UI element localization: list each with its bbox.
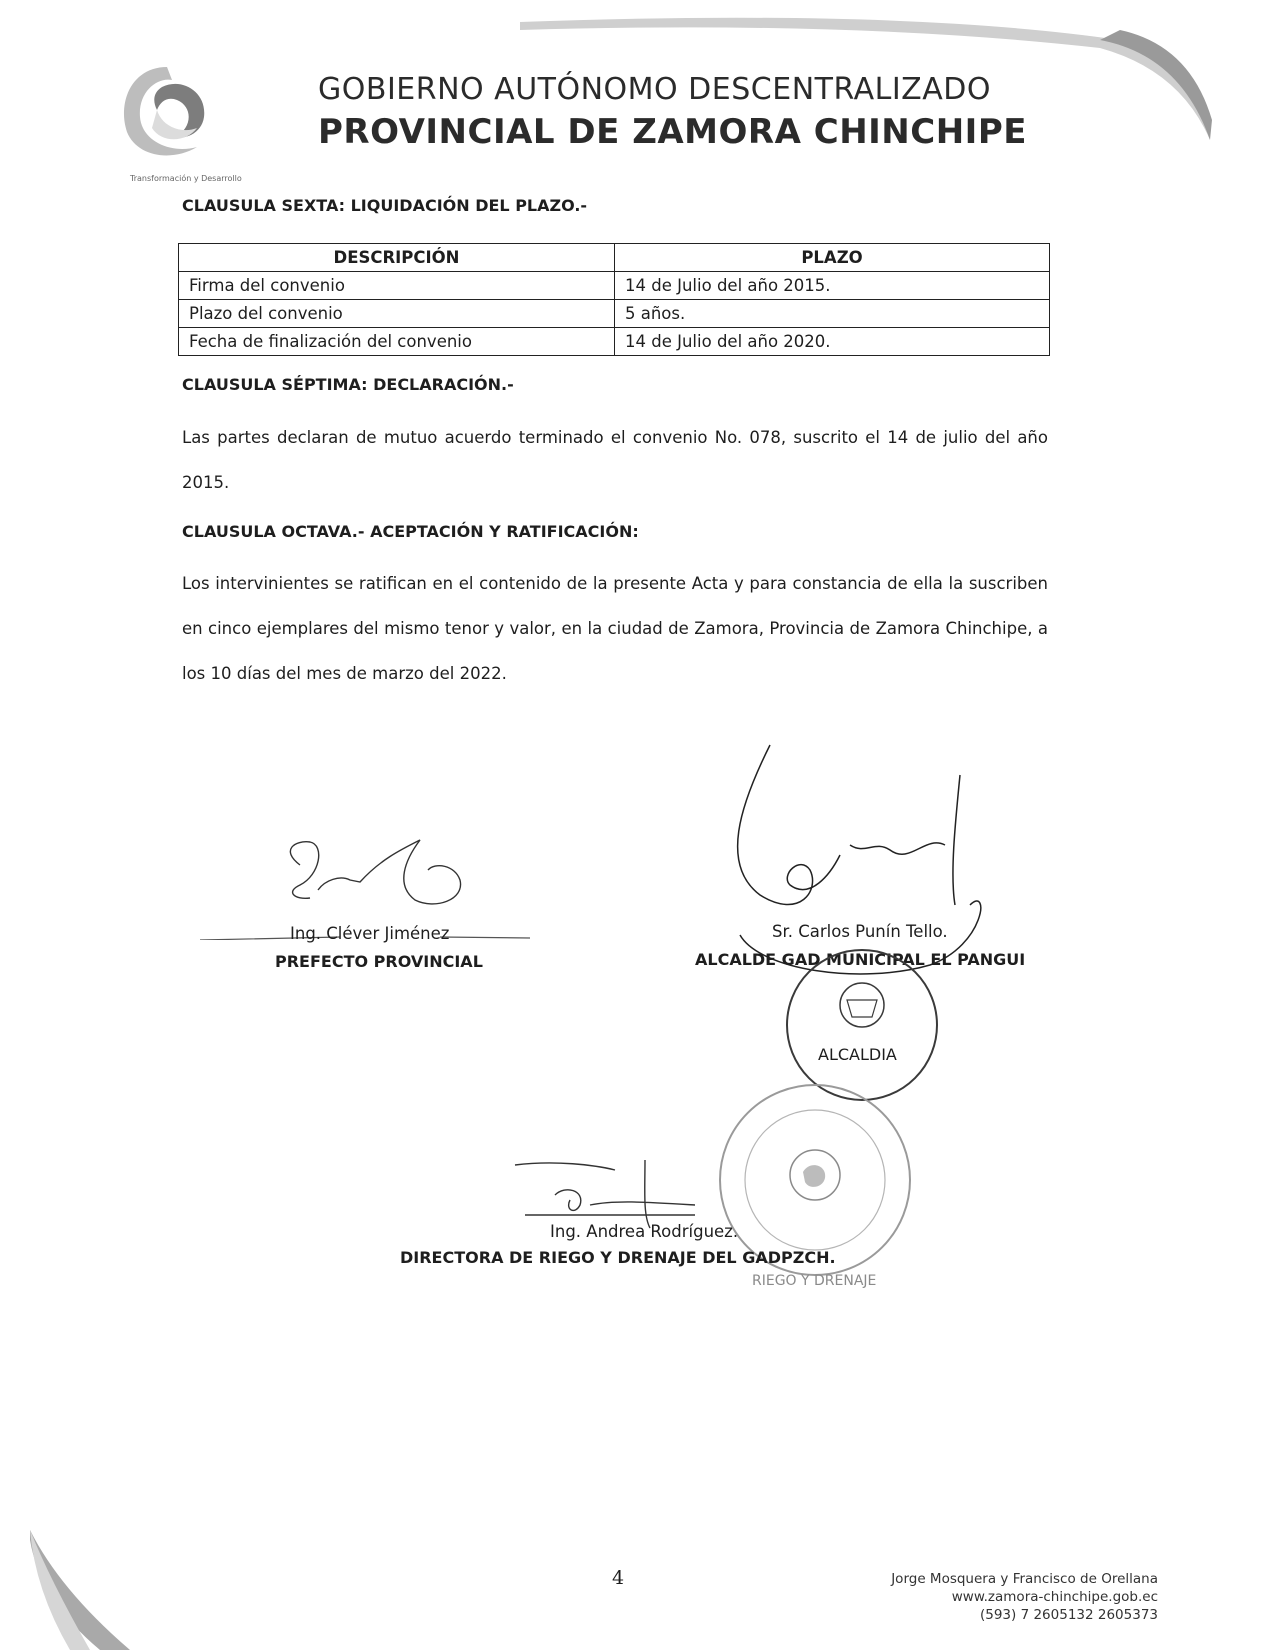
footer-website: www.zamora-chinchipe.gob.ec	[951, 1589, 1158, 1605]
signer-alcalde-name: Sr. Carlos Punín Tello.	[772, 922, 948, 941]
header-title-line1: GOBIERNO AUTÓNOMO DESCENTRALIZADO	[318, 72, 991, 107]
column-header-plazo: PLAZO	[615, 244, 1050, 272]
gad-logo-icon	[112, 62, 222, 167]
table-row	[179, 272, 1050, 300]
plazo-table	[178, 243, 1050, 356]
footer-swoosh-decoration	[0, 1530, 260, 1650]
signer-directora-title: DIRECTORA DE RIEGO Y DRENAJE DEL GADPZCH.	[400, 1248, 836, 1267]
signature-prefecto-icon	[200, 820, 530, 940]
clause-seven-text: Las partes declaran de mutuo acuerdo terminado el convenio No. 078, suscrito el 14 de julio del año 2015.	[182, 428, 1048, 492]
signer-prefecto-name: Ing. Cléver Jiménez	[290, 924, 450, 943]
table-cell: 5 años.	[615, 300, 1050, 328]
page-number: 4	[612, 1567, 625, 1589]
logo-tagline: Transformación y Desarrollo	[130, 174, 242, 183]
signer-prefecto-title: PREFECTO PROVINCIAL	[275, 952, 483, 971]
header-title-line2: PROVINCIAL DE ZAMORA CHINCHIPE	[318, 112, 1027, 152]
signer-directora-name: Ing. Andrea Rodríguez.	[550, 1222, 739, 1241]
table-row	[179, 300, 1050, 328]
alcaldia-stamp-center: ALCALDIA	[818, 1045, 897, 1064]
gobierno-stamp-bottom: RIEGO Y DRENAJE	[752, 1273, 877, 1289]
clause-six-heading: CLAUSULA SEXTA: LIQUIDACIÓN DEL PLAZO.-	[182, 196, 588, 215]
table-cell: Plazo del convenio	[179, 300, 615, 328]
clause-seven-heading: CLAUSULA SÉPTIMA: DECLARACIÓN.-	[182, 375, 514, 394]
table-cell: 14 de Julio del año 2015.	[615, 272, 1050, 300]
signer-alcalde-title: ALCALDE GAD MUNICIPAL EL PANGUI	[695, 950, 1026, 969]
column-header-descripcion: DESCRIPCIÓN	[179, 244, 615, 272]
clause-eight-heading: CLAUSULA OCTAVA.- ACEPTACIÓN Y RATIFICACIÓN:	[182, 522, 639, 541]
footer-phone: (593) 7 2605132 2605373	[979, 1607, 1158, 1623]
table-cell: Firma del convenio	[179, 272, 615, 300]
table-cell: Fecha de finalización del convenio	[179, 328, 615, 356]
table-row	[179, 328, 1050, 356]
footer-contact	[891, 1570, 1158, 1624]
footer-address: Jorge Mosquera y Francisco de Orellana	[891, 1571, 1158, 1587]
signature-directora-icon	[495, 1160, 735, 1230]
table-header-row	[179, 244, 1050, 272]
clause-eight-text: Los intervinientes se ratifican en el contenido de la presente Acta y para constancia de ella la suscriben en cinco ejemplares del mismo tenor y valor, en la ciudad de Zamora, Provincia de Zamora Chinchipe, a los 10 días del mes de marzo del 2022.	[182, 574, 1048, 683]
table-cell: 14 de Julio del año 2020.	[615, 328, 1050, 356]
